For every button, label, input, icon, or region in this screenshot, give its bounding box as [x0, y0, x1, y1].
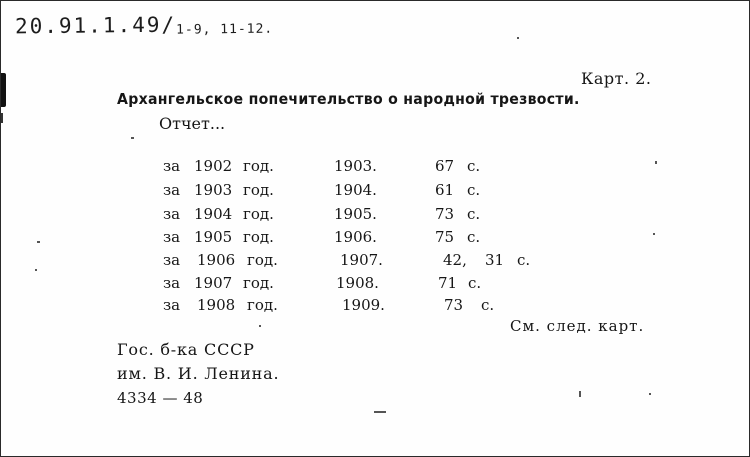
handwritten-shelfmark-main: 20.91.1.49/ [14, 12, 177, 39]
row-year: 1904 [194, 205, 233, 223]
row-prefix: за [163, 205, 181, 223]
library-imprint [117, 338, 279, 410]
row-year-word: год. [243, 205, 274, 223]
dust-speck [259, 325, 261, 327]
row-prefix: за [163, 251, 181, 269]
row-published: 1907. [340, 251, 383, 269]
row-pages-extra: 31 [485, 251, 505, 269]
row-pages: 71 [438, 274, 458, 292]
dust-speck [579, 391, 581, 397]
row-prefix: за [163, 296, 181, 314]
row-pages: 73 [444, 296, 464, 314]
row-year: 1903 [194, 181, 233, 199]
row-pages: 75 [435, 228, 455, 246]
row-pages: 42, [443, 251, 467, 269]
edge-tick-mark [1, 113, 3, 123]
library-dedication-line: им. В. И. Ленина. [117, 364, 280, 383]
row-year: 1907 [194, 274, 233, 292]
row-unit: с. [481, 296, 495, 314]
card-heading: Архангельское попечительство о народной трезвости. [117, 90, 580, 108]
row-year: 1906 [197, 251, 236, 269]
dust-speck [37, 241, 40, 243]
row-unit: с. [467, 157, 481, 175]
library-print-code: 4334 — 48 [117, 389, 204, 407]
row-published: 1906. [334, 228, 377, 246]
row-published: 1905. [334, 205, 377, 223]
row-year-word: год. [243, 157, 274, 175]
dust-speck [374, 411, 386, 413]
row-prefix: за [163, 157, 181, 175]
row-prefix: за [163, 181, 181, 199]
row-year: 1908 [197, 296, 236, 314]
row-unit: с. [467, 181, 481, 199]
dust-speck [655, 161, 657, 164]
row-published: 1903. [334, 157, 377, 175]
card-number: Карт. 2. [581, 69, 652, 88]
card-subheading: Отчет... [159, 114, 226, 133]
handwritten-shelfmark-sub: 1-9, 11-12. [176, 21, 274, 38]
row-unit: с. [467, 205, 481, 223]
row-unit: с. [517, 251, 531, 269]
row-pages: 61 [435, 181, 455, 199]
handwritten-shelfmark [15, 12, 273, 39]
dust-speck [653, 233, 655, 235]
row-pages: 67 [435, 157, 455, 175]
row-year-word: год. [247, 296, 278, 314]
dust-speck [35, 269, 37, 271]
row-year: 1905 [194, 228, 233, 246]
row-prefix: за [163, 274, 181, 292]
row-unit: с. [467, 228, 481, 246]
row-year-word: год. [243, 181, 274, 199]
edge-punch-mark [1, 73, 6, 107]
row-published: 1909. [342, 296, 385, 314]
row-prefix: за [163, 228, 181, 246]
row-year: 1902 [194, 157, 233, 175]
row-year-word: год. [247, 251, 278, 269]
row-year-word: год. [243, 274, 274, 292]
library-name-line: Гос. б-ка СССР [117, 340, 255, 359]
row-published: 1904. [334, 181, 377, 199]
dust-speck [649, 393, 651, 395]
row-published: 1908. [336, 274, 379, 292]
row-pages: 73 [435, 205, 455, 223]
dust-speck [517, 37, 519, 39]
row-unit: с. [468, 274, 482, 292]
row-year-word: год. [243, 228, 274, 246]
dust-speck [131, 137, 134, 139]
see-next-card-note: См. след. карт. [510, 317, 645, 335]
